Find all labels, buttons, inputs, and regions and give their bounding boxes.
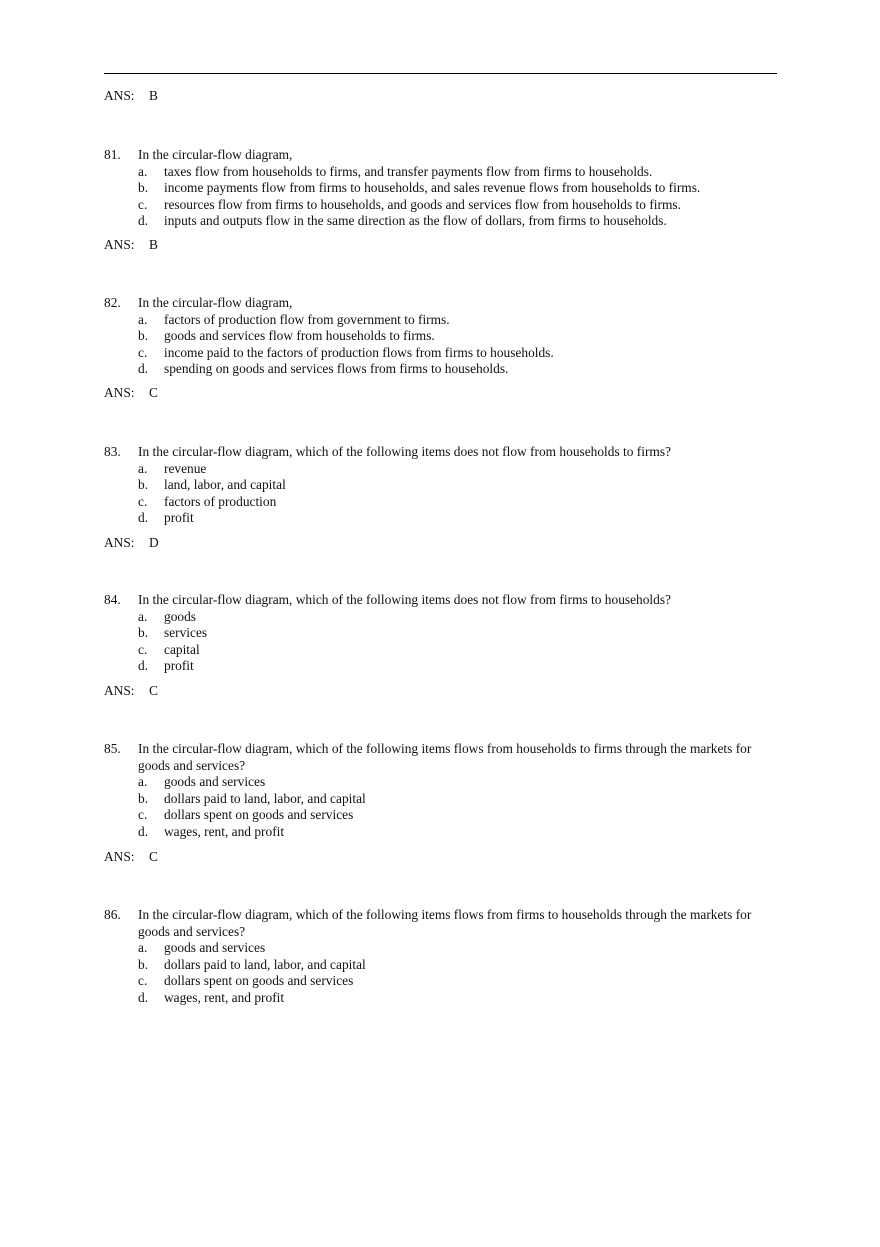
answer-value: C (149, 385, 158, 400)
option-letter: b. (138, 956, 149, 972)
option-b (104, 625, 777, 642)
question-stem: In the circular-flow diagram, (138, 147, 293, 162)
option-letter: b. (138, 328, 149, 344)
question-85 (104, 741, 777, 840)
question-number: 81. (104, 147, 121, 162)
option-text: spending on goods and services flows from firms to households. (164, 361, 509, 377)
option-a (104, 940, 777, 957)
option-text: wages, rent, and profit (164, 823, 285, 839)
option-letter: c. (138, 344, 148, 360)
option-a (104, 774, 777, 791)
option-d (104, 824, 777, 841)
answer-value: D (149, 535, 159, 550)
option-a (104, 164, 777, 181)
option-letter: c. (138, 493, 148, 509)
question-84 (104, 592, 777, 675)
option-text: profit (164, 510, 194, 526)
answer-value: C (149, 849, 158, 864)
answer-previous (104, 88, 158, 104)
option-text: resources flow from firms to households, and goods and services flow from households to firms. (164, 196, 681, 212)
option-text: dollars spent on goods and services (164, 807, 354, 823)
option-d (104, 213, 777, 230)
option-b (104, 477, 777, 494)
question-number: 84. (104, 592, 121, 607)
option-text: income payments flow from firms to households, and sales revenue flows from households to firms. (164, 180, 701, 196)
option-text: services (164, 625, 208, 641)
option-c (104, 197, 777, 214)
option-a (104, 609, 777, 626)
answer-value: C (149, 683, 158, 698)
question-stem: In the circular-flow diagram, (138, 295, 293, 310)
option-c (104, 973, 777, 990)
option-letter: c. (138, 807, 148, 823)
option-c (104, 494, 777, 511)
option-text: dollars paid to land, labor, and capital (164, 956, 366, 972)
answer-label: ANS: (104, 385, 135, 400)
option-b (104, 328, 777, 345)
option-d (104, 658, 777, 675)
option-d (104, 510, 777, 527)
option-text: taxes flow from households to firms, and transfer payments flow from firms to households. (164, 163, 653, 179)
option-text: capital (164, 641, 200, 657)
option-text: goods and services flow from households to firms. (164, 328, 435, 344)
answer-label: ANS: (104, 237, 135, 252)
option-text: factors of production (164, 493, 277, 509)
option-letter: d. (138, 510, 149, 526)
option-text: wages, rent, and profit (164, 989, 285, 1005)
option-letter: d. (138, 213, 149, 229)
option-text: income paid to the factors of production flows from firms to households. (164, 344, 554, 360)
option-letter: d. (138, 658, 149, 674)
answer-label: ANS: (104, 88, 135, 103)
option-letter: b. (138, 625, 149, 641)
option-d (104, 361, 777, 378)
question-number: 83. (104, 444, 121, 459)
option-b (104, 957, 777, 974)
option-letter: d. (138, 361, 149, 377)
question-number: 86. (104, 907, 121, 922)
question-stem: In the circular-flow diagram, which of the following items flows from firms to households through the markets for goods and services? (138, 907, 752, 939)
option-letter: b. (138, 790, 149, 806)
option-text: factors of production flow from government to firms. (164, 311, 450, 327)
answer-81 (104, 237, 158, 253)
question-82 (104, 295, 777, 378)
option-c (104, 807, 777, 824)
option-letter: a. (138, 163, 148, 179)
option-letter: d. (138, 823, 149, 839)
option-letter: c. (138, 641, 148, 657)
option-letter: c. (138, 973, 148, 989)
answer-value: B (149, 237, 158, 252)
option-text: goods (164, 608, 196, 624)
question-stem: In the circular-flow diagram, which of the following items flows from households to firms through the markets for goods and services? (138, 741, 752, 773)
answer-label: ANS: (104, 535, 135, 550)
option-text: inputs and outputs flow in the same direction as the flow of dollars, from firms to households. (164, 213, 667, 229)
option-letter: a. (138, 940, 148, 955)
answer-84 (104, 683, 158, 699)
answer-label: ANS: (104, 683, 135, 698)
answer-85 (104, 849, 158, 865)
option-b (104, 791, 777, 808)
option-letter: a. (138, 774, 148, 789)
option-text: goods and services (164, 774, 266, 789)
top-divider (104, 73, 777, 74)
option-text: dollars spent on goods and services (164, 973, 354, 989)
option-c (104, 642, 777, 659)
answer-label: ANS: (104, 849, 135, 864)
question-81 (104, 147, 777, 230)
option-text: land, labor, and capital (164, 477, 286, 493)
question-stem: In the circular-flow diagram, which of the following items does not flow from households to firms? (138, 444, 672, 459)
option-letter: b. (138, 477, 149, 493)
option-a (104, 461, 777, 478)
answer-83 (104, 535, 159, 551)
option-a (104, 312, 777, 329)
option-text: dollars paid to land, labor, and capital (164, 790, 366, 806)
option-letter: a. (138, 460, 148, 476)
option-b (104, 180, 777, 197)
question-number: 85. (104, 741, 121, 756)
answer-82 (104, 385, 158, 401)
option-text: goods and services (164, 940, 266, 955)
answer-value: B (149, 88, 158, 103)
option-letter: a. (138, 311, 148, 327)
option-letter: c. (138, 196, 148, 212)
option-letter: d. (138, 989, 149, 1005)
option-letter: a. (138, 608, 148, 624)
option-letter: b. (138, 180, 149, 196)
question-stem: In the circular-flow diagram, which of the following items does not flow from firms to households? (138, 592, 672, 607)
question-number: 82. (104, 295, 121, 310)
option-text: revenue (164, 460, 207, 476)
option-d (104, 990, 777, 1007)
question-86 (104, 907, 777, 1006)
question-83 (104, 444, 777, 527)
option-text: profit (164, 658, 194, 674)
option-c (104, 345, 777, 362)
